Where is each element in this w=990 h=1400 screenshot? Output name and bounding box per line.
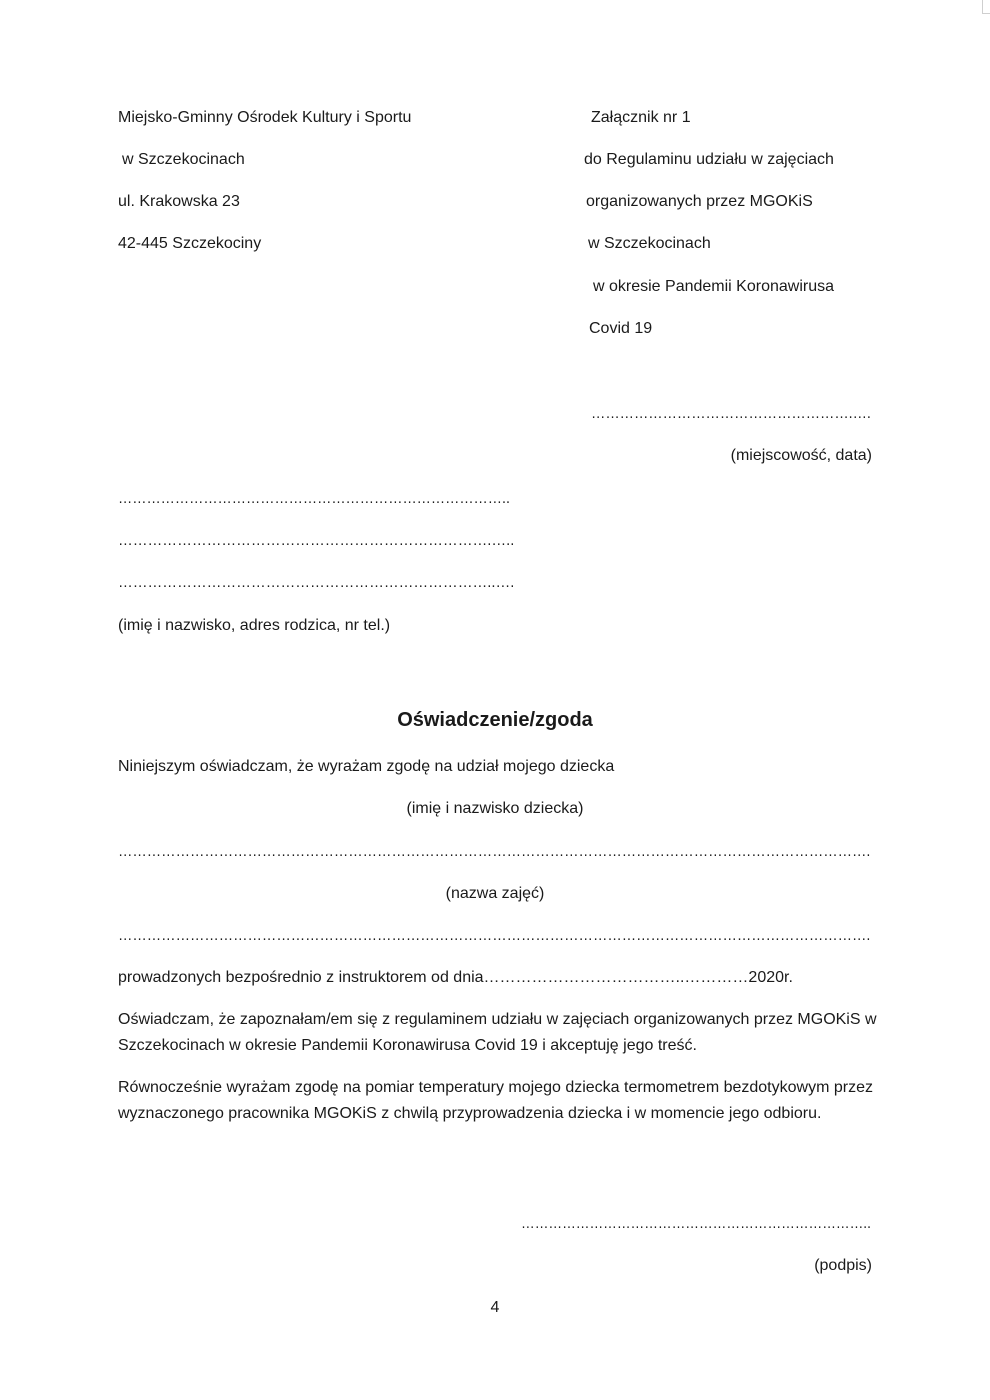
institution-postal: 42-445 Szczekociny <box>118 235 262 252</box>
signature-label: (podpis) <box>814 1257 872 1274</box>
attachment-organizer: organizowanych przez MGOKiS <box>586 193 813 210</box>
attachment-regulation: do Regulaminu udziału w zajęciach <box>584 151 834 168</box>
document-title: Oświadczenie/zgoda <box>397 709 593 731</box>
parent-dots-line-1: ……………………………………………………………………….. <box>118 490 510 507</box>
temperature-consent-paragraph: Równocześnie wyrażam zgodę na pomiar temperatury mojego dziecka termometrem bezdotykowym przez wyznaczonego pracownika MGOKiS z chwilą przyprowadzenia dziecka i w momencie jego odbioru. <box>118 1079 873 1122</box>
signature-dots: ………………………………………………………………….. <box>521 1215 871 1232</box>
institution-town: w Szczekocinach <box>122 151 245 168</box>
parent-dots-line-2: ………………………………………………………………….….. <box>118 532 514 549</box>
place-date-dots: ……………………………………………….…. <box>591 405 871 422</box>
institution-street: ul. Krakowska 23 <box>118 193 240 210</box>
place-date-label: (miejscowość, data) <box>730 447 872 464</box>
institution-name: Miejsko-Gminny Ośrodek Kultury i Sportu <box>118 109 412 126</box>
attachment-covid: Covid 19 <box>589 320 653 337</box>
child-name-dots: …………………………………………………………………………………………………………………………………………. <box>118 843 870 860</box>
attachment-location: w Szczekocinach <box>588 235 711 252</box>
parent-label: (imię i nazwisko, adres rodzica, nr tel.) <box>118 617 391 634</box>
page-corner-edge <box>982 0 990 14</box>
start-date-line: prowadzonych bezpośrednio z instruktorem od dnia………………………………..…………2020r. <box>118 969 793 986</box>
attachment-number: Załącznik nr 1 <box>591 109 691 126</box>
activity-dots: …………………………………………………………………………………………………………………………………………. <box>118 927 870 944</box>
parent-dots-line-3: …………………………………………………………………..…. <box>118 574 514 591</box>
attachment-period: w okresie Pandemii Koronawirusa <box>593 278 834 295</box>
consent-intro: Niniejszym oświadczam, że wyrażam zgodę na udział mojego dziecka <box>118 758 615 775</box>
activity-label: (nazwa zajęć) <box>445 885 545 902</box>
regulation-acceptance-paragraph: Oświadczam, że zapoznałam/em się z regulaminem udziału w zajęciach organizowanych przez MGOKiS w Szczekocinach w okresie Pandemii Koronawirusa Covid 19 i akceptuję jego treść. <box>118 1011 877 1054</box>
child-name-label: (imię i nazwisko dziecka) <box>406 800 584 817</box>
page-number: 4 <box>490 1299 500 1316</box>
